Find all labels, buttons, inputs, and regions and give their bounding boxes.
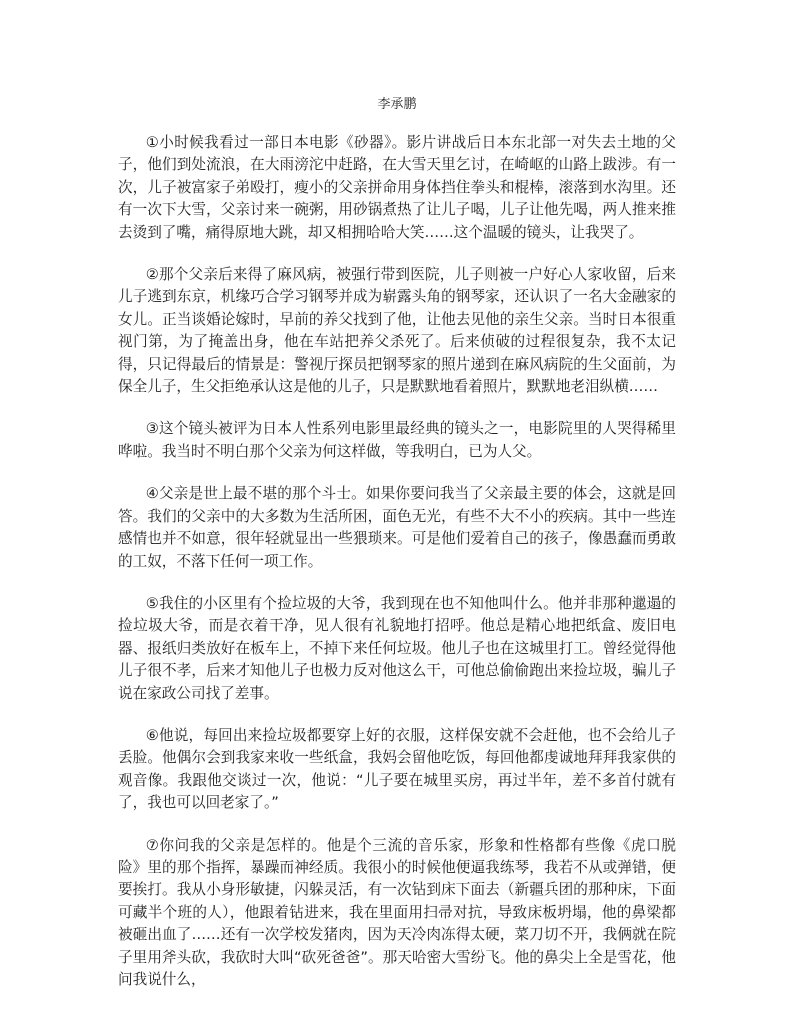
paragraph-7: ⑦你问我的父亲是怎样的。他是个三流的音乐家，形象和性格都有些像《虎口脱险》里的那个指挥，暴躁而神经质。我很小的时候他便逼我练琴，我若不从或弹错，便要挨打。我从小身形敏捷，闪躲灵活，有一次钻到床下面去（新疆兵团的那种床，下面可藏半个班的人），他跟着钻进来，我在里面用扫帚对抗，导致床板坍塌，他的鼻梁都被砸出血了……还有一次学校发猪肉，因为天冷肉冻得太硬，菜刀切不开，我俩就在院子里用斧头砍，我砍时大叫“砍死爸爸”。那天哈密大雪纷飞。他的鼻尖上全是雪花，他问我说什么， — [118, 836, 676, 988]
paragraph-4: ④父亲是世上最不堪的那个斗士。如果你要问我当了父亲最主要的体会，这就是回答。我们的父亲中的大多数为生活所困，面色无光，有些不大不小的疾病。其中一些连感情也并不如意，很年轻就显出一些猥琐来。可是他们爱着自己的孩子，像愚蠢而勇敢的工奴，不落下任何一项工作。 — [118, 485, 676, 570]
paragraph-5: ⑤我住的小区里有个捡垃圾的大爷，我到现在也不知他叫什么。他并非那种邋遢的捡垃圾大爷，而是衣着干净，见人很有礼貌地打招呼。他总是精心地把纸盒、废旧电器、报纸归类放好在板车上，不掉下来任何垃圾。他儿子也在这城里打工。曾经觉得他儿子很不孝，后来才知他儿子也极力反对他这么干，可他总偷偷跑出来捡垃圾，骗儿子说在家政公司找了差事。 — [118, 594, 676, 702]
paragraph-6: ⑥他说，每回出来捡垃圾都要穿上好的衣服，这样保安就不会赶他，也不会给儿子丢脸。他偶尔会到我家来收一些纸盒，我妈会留他吃饭，每回他都虔诚地拜拜我家供的观音像。我跟他交谈过一次，他说：“儿子要在城里买房，再过半年，差不多首付就有了，我也可以回老家了。” — [118, 726, 676, 812]
paragraph-2: ②那个父亲后来得了麻风病，被强行带到医院，儿子则被一户好心人家收留，后来儿子逃到东京，机缘巧合学习钢琴并成为崭露头角的钢琴家，还认识了一名大金融家的女儿。正当谈婚论嫁时，早前的养父找到了他，让他去见他的亲生父亲。当时日本很重视门第，为了掩盖出身，他在车站把养父杀死了。后来侦破的过程很复杂，我不太记得，只记得最后的情景是：警视厅探员把钢琴家的照片递到在麻风病院的生父面前，为保全儿子，生父拒绝承认这是他的儿子，只是默默地看着照片，默默地老泪纵横…… — [118, 266, 676, 396]
author-name: 李承鹏 — [377, 97, 417, 112]
paragraph-1: ①小时候我看过一部日本电影《砂器》。影片讲战后日本东北部一对失去土地的父子，他们到处流浪，在大雨滂沱中赶路，在大雪天里乞讨，在崎岖的山路上跋涉。有一次，儿子被富家子弟殴打，瘦小的父亲拼命用身体挡住拳头和棍棒，滚落到水沟里。还有一次下大雪，父亲讨来一碗粥，用砂锅煮热了让儿子喝，儿子让他先喝，两人推来推去烫到了嘴，痛得原地大跳，却又相拥哈哈大笑……这个温暖的镜头，让我哭了。 — [118, 134, 676, 241]
paragraph-3: ③这个镜头被评为日本人性系列电影里最经典的镜头之一，电影院里的人哭得稀里哗啦。我当时不明白那个父亲为何这样做，等我明白，已为人父。 — [118, 420, 676, 460]
